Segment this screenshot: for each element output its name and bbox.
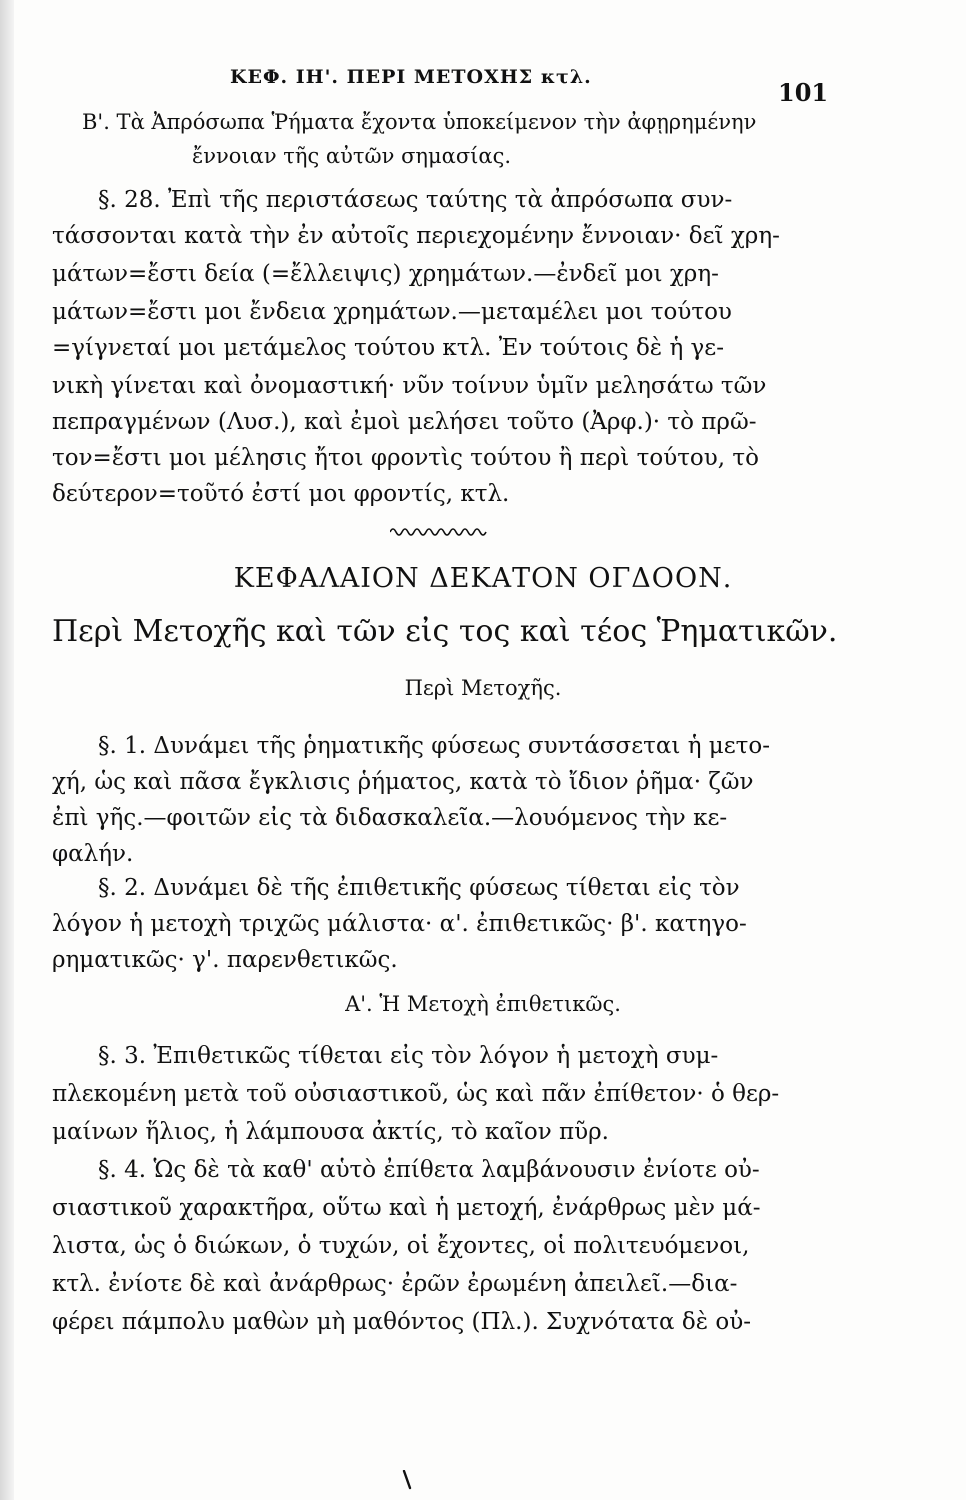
ink-speck [402, 1470, 412, 1490]
running-head [0, 66, 966, 107]
paragraph-28-line: =γίγνεταί μοι μετάμελος τούτου κτλ. Ἐν τούτοις δὲ ἡ γε- [52, 335, 724, 361]
ornament-divider [390, 526, 488, 538]
paragraph-1-line: χή, ὡς καὶ πᾶσα ἔγκλισις ῥήματος, κατὰ τὸ ἴδιον ῥῆμα· ζῶν [52, 769, 754, 795]
chapter-subtitle: Περὶ Μετοχῆς καὶ τῶν εἰς τος καὶ τέος Ῥηματικῶν. [52, 614, 838, 649]
paragraph-4-line: §. 4. Ὡς δὲ τὰ καθ' αὑτὸ ἐπίθετα λαμβάνουσιν ἐνίοτε οὐ- [98, 1157, 760, 1183]
paragraph-1-line: φαλήν. [52, 841, 134, 867]
subsection-b-heading-line-1: Β'. Τὰ Ἀπρόσωπα Ῥήματα ἔχοντα ὑποκείμενον τὴν ἀφῃρημένην [82, 110, 757, 134]
paragraph-4-line: σιαστικοῦ χαρακτῆρα, οὕτω καὶ ἡ μετοχή, ἐνάρθρως μὲν μά- [52, 1195, 761, 1221]
paragraph-28-line: νικὴ γίνεται καὶ ὀνομαστική· νῦν τοίνυν ὑμῖν μελησάτω τῶν [52, 373, 767, 399]
paragraph-2-line: ρηματικῶς· γ'. παρενθετικῶς. [52, 947, 398, 973]
subsection-a-heading: Α'. Ἡ Μετοχὴ ἐπιθετικῶς. [345, 992, 621, 1016]
paragraph-28-line: πεπραγμένων (Λυσ.), καὶ ἐμοὶ μελήσει τοῦτο (Ἀρφ.)· τὸ πρῶ- [52, 409, 757, 435]
paragraph-4-line: κτλ. ἐνίοτε δὲ καὶ ἀνάρθρως· ἐρῶν ἐρωμένη ἀπειλεῖ.—δια- [52, 1271, 738, 1297]
paragraph-3-line: μαίνων ἥλιος, ἡ λάμπουσα ἀκτίς, τὸ καῖον πῦρ. [52, 1119, 609, 1145]
paragraph-28-line: μάτων=ἔστι δεία (=ἔλλειψις) χρημάτων.—ἐνδεῖ μοι χρη- [52, 261, 719, 287]
page-edge-shadow [0, 0, 14, 1500]
paragraph-2-line: λόγον ἡ μετοχὴ τριχῶς μάλιστα· α'. ἐπιθετικῶς· β'. κατηγο- [52, 911, 747, 937]
paragraph-28-line: δεύτερον=τοῦτό ἐστί μοι φροντίς, κτλ. [52, 481, 510, 507]
paragraph-1-line: §. 1. Δυνάμει τῆς ῥηματικῆς φύσεως συντάσσεται ἡ μετο- [98, 733, 771, 759]
paragraph-2-line: §. 2. Δυνάμει δὲ τῆς ἐπιθετικῆς φύσεως τίθεται εἰς τὸν [98, 875, 740, 901]
subsection-b-heading-line-2: ἔννοιαν τῆς αὐτῶν σημασίας. [192, 144, 511, 168]
paragraph-28-line: §. 28. Ἐπὶ τῆς περιστάσεως ταύτης τὰ ἀπρόσωπα συν- [98, 187, 733, 213]
paragraph-3-line: πλεκομένη μετὰ τοῦ οὐσιαστικοῦ, ὡς καὶ πᾶν ἐπίθετον· ὁ θερ- [52, 1081, 780, 1107]
page-number: 101 [778, 78, 829, 107]
paragraph-4-line: λιστα, ὡς ὁ διώκων, ὁ τυχών, οἱ ἔχοντες, οἱ πολιτευόμενοι, [52, 1233, 750, 1259]
paragraph-28-line: μάτων=ἔστι μοι ἔνδεια χρημάτων.—μεταμέλει μοι τούτου [52, 299, 732, 325]
section-heading: Περὶ Μετοχῆς. [404, 676, 562, 700]
paragraph-3-line: §. 3. Ἐπιθετικῶς τίθεται εἰς τὸν λόγον ἡ μετοχὴ συμ- [98, 1043, 719, 1069]
paragraph-28-line: τον=ἔστι μοι μέλησις ἤτοι φροντὶς τούτου ἢ περὶ τούτου, τὸ [52, 445, 759, 471]
paragraph-28-line: τάσσονται κατὰ τὴν ἐν αὐτοῖς περιεχομένην ἔννοιαν· δεῖ χρη- [52, 223, 780, 249]
chapter-title: ΚΕΦΑΛΑΙΟΝ ΔΕΚΑΤΟΝ ΟΓΔΟΟΝ. [233, 563, 733, 594]
paragraph-4-line: φέρει πάμπολυ μαθὼν μὴ μαθόντος (Πλ.). Συχνότατα δὲ οὐ- [52, 1309, 751, 1335]
running-title: ΚΕΦ. ΙΗ'. ΠΕΡΙ ΜΕΤΟΧΗΣ κτλ. [230, 66, 592, 88]
paragraph-1-line: ἐπὶ γῆς.—φοιτῶν εἰς τὰ διδασκαλεῖα.—λουόμενος τὴν κε- [52, 805, 728, 831]
